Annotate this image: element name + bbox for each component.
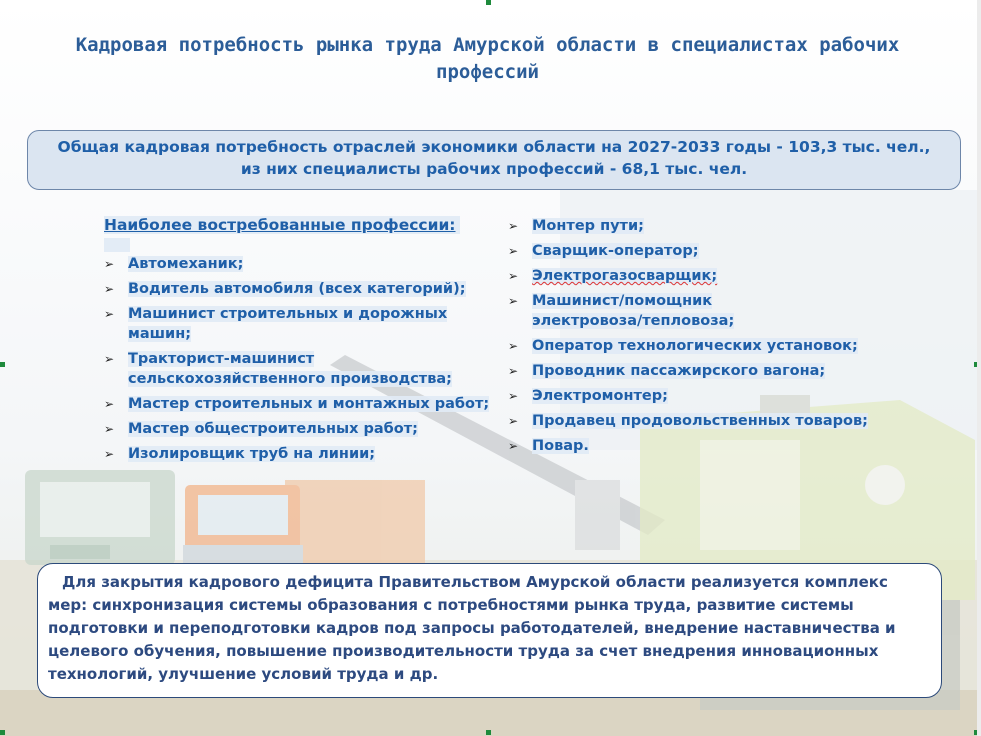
list-item: ➢ Монтер пути; [508, 218, 644, 234]
page-edge [977, 0, 981, 736]
list-item: ➢ Повар. [508, 438, 589, 454]
list-item: ➢ Мастер строительных и монтажных работ; [104, 396, 490, 412]
measures-box: Для закрытия кадрового дефицита Правительством Амурской области реализуется комплекс мер: синхронизация системы образования с потребностями рынка труда, развитие системы подготовки и переподготовки кадров под запросы работодателей, внедрение наставничества и целевого обучения, повышение производительности труда за счет внедрения инновационных технологий, улучшение условий труда и др. [37, 563, 942, 698]
list-item: ➢ Мастер общестроительных работ; [104, 421, 418, 437]
professions-list-left [104, 254, 504, 469]
summary-box [27, 130, 961, 190]
arrow-bullet-icon: ➢ [104, 307, 115, 321]
selection-handle[interactable] [0, 730, 5, 735]
arrow-bullet-icon: ➢ [508, 439, 519, 453]
arrow-bullet-icon: ➢ [104, 282, 115, 296]
arrow-bullet-icon: ➢ [104, 447, 115, 461]
professions-list-right [508, 216, 928, 461]
list-item: ➢ Автомеханик; [104, 256, 244, 272]
arrow-bullet-icon: ➢ [104, 257, 115, 271]
arrow-bullet-icon: ➢ [508, 364, 519, 378]
arrow-bullet-icon: ➢ [104, 397, 115, 411]
arrow-bullet-icon: ➢ [508, 219, 519, 233]
list-item: ➢ Сварщик-оператор; [508, 243, 699, 259]
list-item: ➢ Машинист строительных и дорожных машин; [104, 306, 448, 342]
list-item: ➢ Электрогазосварщик; [508, 268, 718, 284]
tractor-left [25, 470, 175, 565]
summary-line-2: из них специалисты рабочих профессий - 68,1 тыс. чел. [240, 160, 748, 178]
arrow-bullet-icon: ➢ [508, 294, 519, 308]
empty-bullet [104, 238, 130, 252]
list-item: ➢ Продавец продовольственных товаров; [508, 413, 868, 429]
arrow-bullet-icon: ➢ [508, 244, 519, 258]
list-item: ➢ Оператор технологических установок; [508, 338, 858, 354]
arrow-bullet-icon: ➢ [104, 422, 115, 436]
arrow-bullet-icon: ➢ [508, 269, 519, 283]
list-item: ➢ Тракторист-машинист сельскохозяйственного производства; [104, 351, 452, 387]
arrow-bullet-icon: ➢ [508, 414, 519, 428]
list-item: ➢ Проводник пассажирского вагона; [508, 363, 826, 379]
list-item: ➢ Изолировщик труб на линии; [104, 446, 376, 462]
list-item: ➢ Электромонтер; [508, 388, 668, 404]
list-item: ➢ Машинист/помощник электровоза/тепловоза; [508, 293, 735, 329]
page-title: Кадровая потребность рынка труда Амурской области в специалистах рабочих профессий [75, 34, 900, 83]
selection-handle[interactable] [486, 730, 491, 735]
arrow-bullet-icon: ➢ [508, 339, 519, 353]
list-item: ➢ Водитель автомобиля (всех категорий); [104, 281, 466, 297]
arrow-bullet-icon: ➢ [104, 352, 115, 366]
summary-line-1: Общая кадровая потребность отраслей экономики области на 2027-2033 годы - 103,3 тыс. чел., [57, 138, 931, 156]
selection-handle[interactable] [0, 362, 5, 367]
truck [183, 480, 425, 565]
selection-handle[interactable] [486, 0, 491, 5]
arrow-bullet-icon: ➢ [508, 389, 519, 403]
professions-heading: Наиболее востребованные профессии: [104, 216, 460, 234]
